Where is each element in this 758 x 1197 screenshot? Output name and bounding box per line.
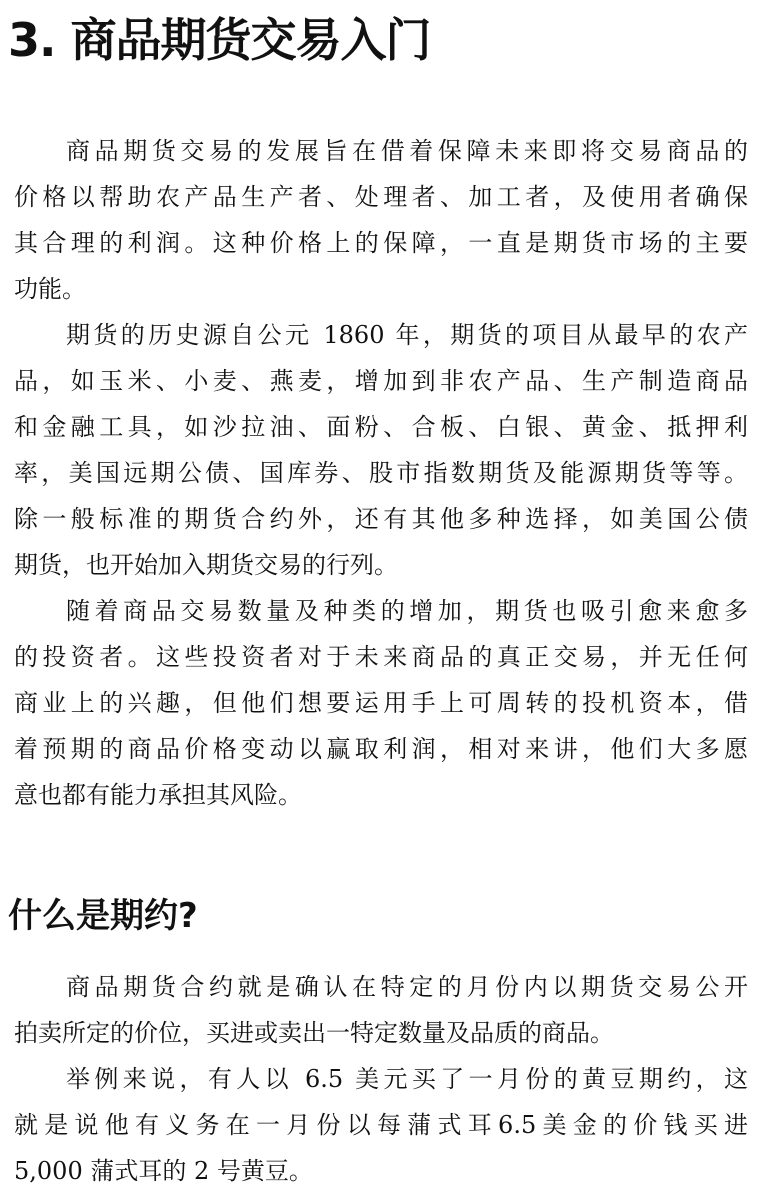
- text-line: 商业上的兴趣，但他们想要运用手上可周转的投机资本，借: [14, 689, 748, 717]
- paragraph: [14, 964, 748, 1056]
- text-line: 品，如玉米、小麦、燕麦，增加到非农产品、生产制造商品: [14, 367, 748, 395]
- text-line: 的投资者。这些投资者对于未来商品的真正交易，并无任何: [14, 643, 748, 671]
- text-line: 举例来说，有人以 6.5 美元买了一月份的黄豆期约，这: [66, 1065, 748, 1093]
- text-line: 随着商品交易数量及种类的增加，期货也吸引愈来愈多: [66, 597, 748, 625]
- text-line: 除一般标准的期货合约外，还有其他多种选择，如美国公债: [14, 505, 748, 533]
- text-line: 率，美国远期公债、国库券、股市指数期货及能源期货等等。: [14, 459, 748, 487]
- text-line: 和金融工具，如沙拉油、面粉、合板、白银、黄金、抵押利: [14, 413, 748, 441]
- section-subtitle: 什么是期约?: [8, 896, 198, 936]
- text-line: 着预期的商品价格变动以赢取利润，相对来讲，他们大多愿: [14, 735, 748, 763]
- text-line: 期货的历史源自公元 1860 年，期货的项目从最早的农产: [66, 321, 748, 349]
- text-line: 价格以帮助农产品生产者、处理者、加工者，及使用者确保: [14, 183, 748, 211]
- text-line: 商品期货合约就是确认在特定的月份内以期货交易公开: [66, 973, 748, 1001]
- text-line: 商品期货交易的发展旨在借着保障未来即将交易商品的: [66, 137, 748, 165]
- text-line: 功能。: [14, 275, 86, 303]
- paragraph: [14, 128, 748, 312]
- text-line: 就是说他有义务在一月份以每蒲式耳6.5美金的价钱买进: [14, 1111, 748, 1139]
- text-line: 其合理的利润。这种价格上的保障，一直是期货市场的主要: [14, 229, 748, 257]
- text-line: 5,000 蒲式耳的 2 号黄豆。: [14, 1157, 313, 1185]
- text-line: 期货，也开始加入期货交易的行列。: [14, 551, 398, 579]
- paragraph: [14, 312, 748, 588]
- paragraph: [14, 588, 748, 818]
- text-line: 拍卖所定的价位，买进或卖出一特定数量及品质的商品。: [14, 1019, 614, 1047]
- section-title: 3. 商品期货交易入门: [8, 13, 431, 67]
- text-line: 意也都有能力承担其风险。: [14, 781, 302, 809]
- paragraph: [14, 1056, 748, 1194]
